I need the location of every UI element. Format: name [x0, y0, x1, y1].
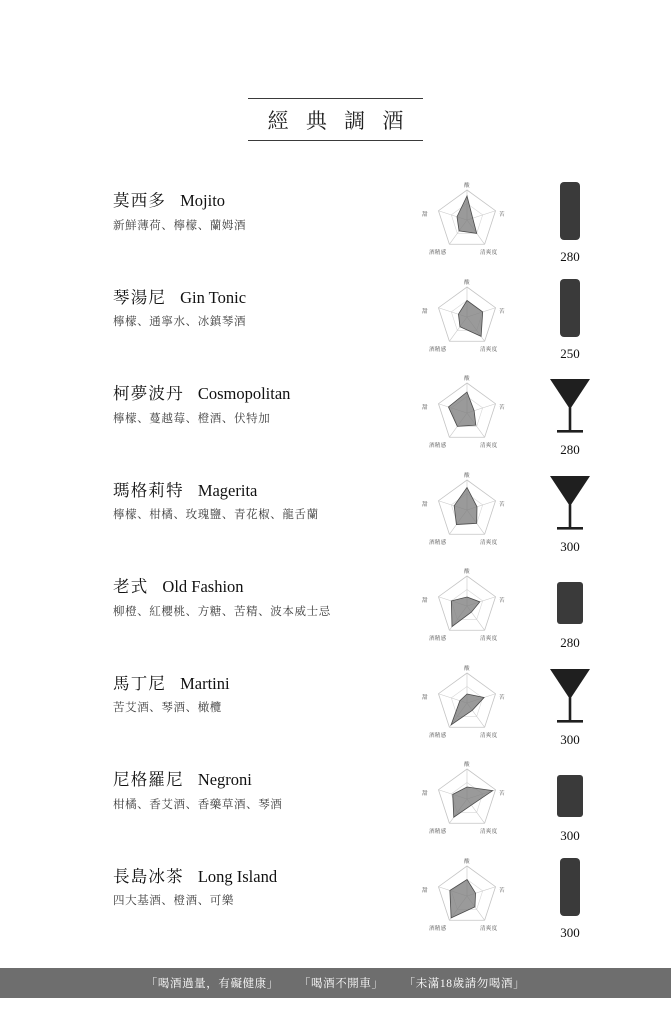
- radar-axis-label-bitter: 苦: [499, 212, 505, 218]
- radar-axis-label-alcohol: 酒精感: [429, 539, 447, 546]
- drink-ingredients: 新鮮薄荷、檸檬、蘭姆酒: [113, 219, 247, 232]
- drink-ingredients: 檸檬、柑橘、玫瑰鹽、青花椒、龍舌蘭: [113, 509, 319, 522]
- radar-axis-label-freshness: 清爽度: [480, 250, 498, 256]
- drink-names: [113, 578, 413, 619]
- radar-axis-label-bitter: 苦: [499, 308, 505, 315]
- flavor-radar-chart: [418, 663, 516, 745]
- drink-row: [0, 751, 671, 848]
- radar-axis-label-freshness: 清爽度: [480, 539, 498, 546]
- radar-axis-label-sweet: 甜: [422, 694, 428, 701]
- radar-axis-label-sour: 酸: [464, 183, 470, 189]
- drink-name-zh: 長島冰茶: [113, 866, 184, 886]
- drink-name-line: [113, 385, 413, 404]
- glassware-illustration: [525, 659, 615, 751]
- radar-axis-label-bitter: 苦: [499, 598, 505, 604]
- radar-axis-label-freshness: 清爽度: [480, 829, 498, 835]
- drink-ingredients: 檸檬、通寧水、冰鎮琴酒: [113, 316, 247, 329]
- radar-axis-label-sweet: 甜: [422, 887, 428, 894]
- radar-axis-label-sweet: 甜: [422, 212, 428, 218]
- radar-axis-label-bitter: 苦: [499, 887, 505, 894]
- drink-ingredients: 檸檬、蔓越莓、橙酒、伏特加: [113, 412, 271, 425]
- drink-name-zh: 老式: [113, 577, 149, 596]
- radar-axis-label-sweet: 甜: [422, 405, 428, 411]
- drink-name-en: Gin Tonic: [180, 287, 247, 307]
- drink-price: 300: [560, 538, 580, 554]
- footer-note-health: 「喝酒過量，有礙健康」: [145, 978, 279, 990]
- flavor-radar-chart: [418, 277, 516, 359]
- glassware-illustration: [525, 176, 615, 268]
- radar-axis-label-alcohol: 酒精感: [429, 829, 447, 835]
- drink-name-en: Magerita: [197, 480, 258, 500]
- radar-axis-label-bitter: 苦: [499, 694, 505, 701]
- drink-row: [0, 848, 671, 945]
- radar-axis-label-sour: 酸: [464, 376, 470, 382]
- radar-axis-label-alcohol: 酒精感: [429, 346, 447, 353]
- drink-row: [0, 655, 671, 752]
- footer-note-driving: 「喝酒不開車」: [298, 978, 384, 990]
- drink-names: [113, 868, 413, 909]
- flavor-radar-chart: [418, 373, 516, 455]
- flavor-radar-chart: [418, 759, 516, 841]
- drink-name-line: [113, 868, 413, 887]
- drink-ingredients: 柳橙、紅櫻桃、方糖、苦精、波本威士忌: [113, 605, 331, 618]
- glassware-illustration: [525, 273, 615, 365]
- radar-axis-label-sweet: 甜: [422, 308, 428, 315]
- drink-price: 300: [560, 924, 580, 940]
- drink-name-zh: 琴湯尼: [113, 287, 167, 307]
- glassware-illustration: [525, 562, 615, 654]
- drink-row: [0, 172, 671, 269]
- radar-axis-label-freshness: 清爽度: [480, 636, 498, 642]
- glassware-illustration: [525, 755, 615, 847]
- drink-name-en: Negroni: [197, 770, 252, 789]
- drink-names: [113, 482, 413, 523]
- drink-name-en: Cosmopolitan: [197, 384, 291, 403]
- radar-axis-label-alcohol: 酒精感: [429, 443, 447, 449]
- flavor-radar-chart: [418, 180, 516, 262]
- drink-name-zh: 莫西多: [113, 191, 167, 210]
- drink-names: [113, 771, 413, 812]
- flavor-radar-chart: [418, 856, 516, 938]
- page-title: 經 典 調 酒: [248, 98, 424, 141]
- drink-price: 280: [560, 442, 580, 457]
- footer-warning-bar: [0, 968, 671, 998]
- drink-names: [113, 289, 413, 330]
- radar-axis-label-alcohol: 酒精感: [429, 636, 447, 642]
- radar-axis-label-bitter: 苦: [499, 501, 505, 508]
- drink-name-line: [113, 192, 413, 211]
- drink-name-en: Long Island: [197, 866, 278, 886]
- drink-name-line: [113, 578, 413, 597]
- drink-name-en: Martini: [180, 673, 230, 693]
- drink-name-en: Mojito: [180, 191, 226, 210]
- drink-price: 250: [560, 345, 580, 361]
- radar-axis-label-alcohol: 酒精感: [429, 925, 447, 932]
- drink-name-zh: 馬丁尼: [113, 673, 167, 693]
- radar-axis-label-bitter: 苦: [499, 405, 505, 411]
- radar-axis-label-freshness: 清爽度: [480, 443, 498, 449]
- drink-ingredients: 四大基酒、橙酒、可樂: [113, 895, 234, 908]
- radar-axis-label-bitter: 苦: [499, 791, 505, 797]
- radar-axis-label-alcohol: 酒精感: [429, 732, 447, 739]
- drink-name-line: [113, 675, 413, 694]
- menu-header: [0, 98, 671, 141]
- drink-row: [0, 269, 671, 366]
- radar-axis-label-freshness: 清爽度: [480, 925, 498, 932]
- drink-name-line: [113, 289, 413, 308]
- glassware-illustration: [525, 852, 615, 944]
- drink-names: [113, 385, 413, 426]
- drink-name-zh: 瑪格莉特: [113, 480, 184, 500]
- radar-axis-label-freshness: 清爽度: [480, 732, 498, 739]
- footer-note-age: 「未滿18歲請勿喝酒」: [403, 978, 526, 990]
- radar-axis-label-freshness: 清爽度: [480, 346, 498, 353]
- radar-axis-label-sour: 酸: [464, 279, 470, 286]
- radar-axis-label-sour: 酸: [464, 762, 470, 768]
- flavor-radar-chart: [418, 566, 516, 648]
- drink-price: 280: [560, 635, 580, 650]
- drink-list: [0, 172, 671, 944]
- drink-price: 300: [560, 828, 580, 843]
- drink-name-line: [113, 482, 413, 501]
- drink-ingredients: 柑橘、香艾酒、香藥草酒、琴酒: [113, 798, 283, 811]
- drink-ingredients: 苦艾酒、琴酒、橄欖: [113, 702, 222, 715]
- radar-axis-label-sour: 酸: [464, 665, 470, 672]
- radar-axis-label-sour: 酸: [464, 569, 470, 575]
- drink-row: [0, 365, 671, 462]
- drink-name-zh: 柯夢波丹: [113, 384, 184, 403]
- drink-names: [113, 192, 413, 233]
- glassware-illustration: [525, 369, 615, 461]
- drink-row: [0, 558, 671, 655]
- drink-names: [113, 675, 413, 716]
- radar-axis-label-sour: 酸: [464, 858, 470, 865]
- drink-name-en: Old Fashion: [162, 577, 244, 596]
- radar-axis-label-sweet: 甜: [422, 501, 428, 508]
- drink-name-line: [113, 771, 413, 790]
- radar-axis-label-sour: 酸: [464, 472, 470, 479]
- drink-price: 300: [560, 731, 580, 747]
- radar-axis-label-alcohol: 酒精感: [429, 250, 447, 256]
- radar-axis-label-sweet: 甜: [422, 598, 428, 604]
- drink-name-zh: 尼格羅尼: [113, 770, 184, 789]
- drink-row: [0, 462, 671, 559]
- drink-price: 280: [560, 249, 580, 264]
- glassware-illustration: [525, 466, 615, 558]
- flavor-radar-chart: [418, 470, 516, 552]
- radar-axis-label-sweet: 甜: [422, 791, 428, 797]
